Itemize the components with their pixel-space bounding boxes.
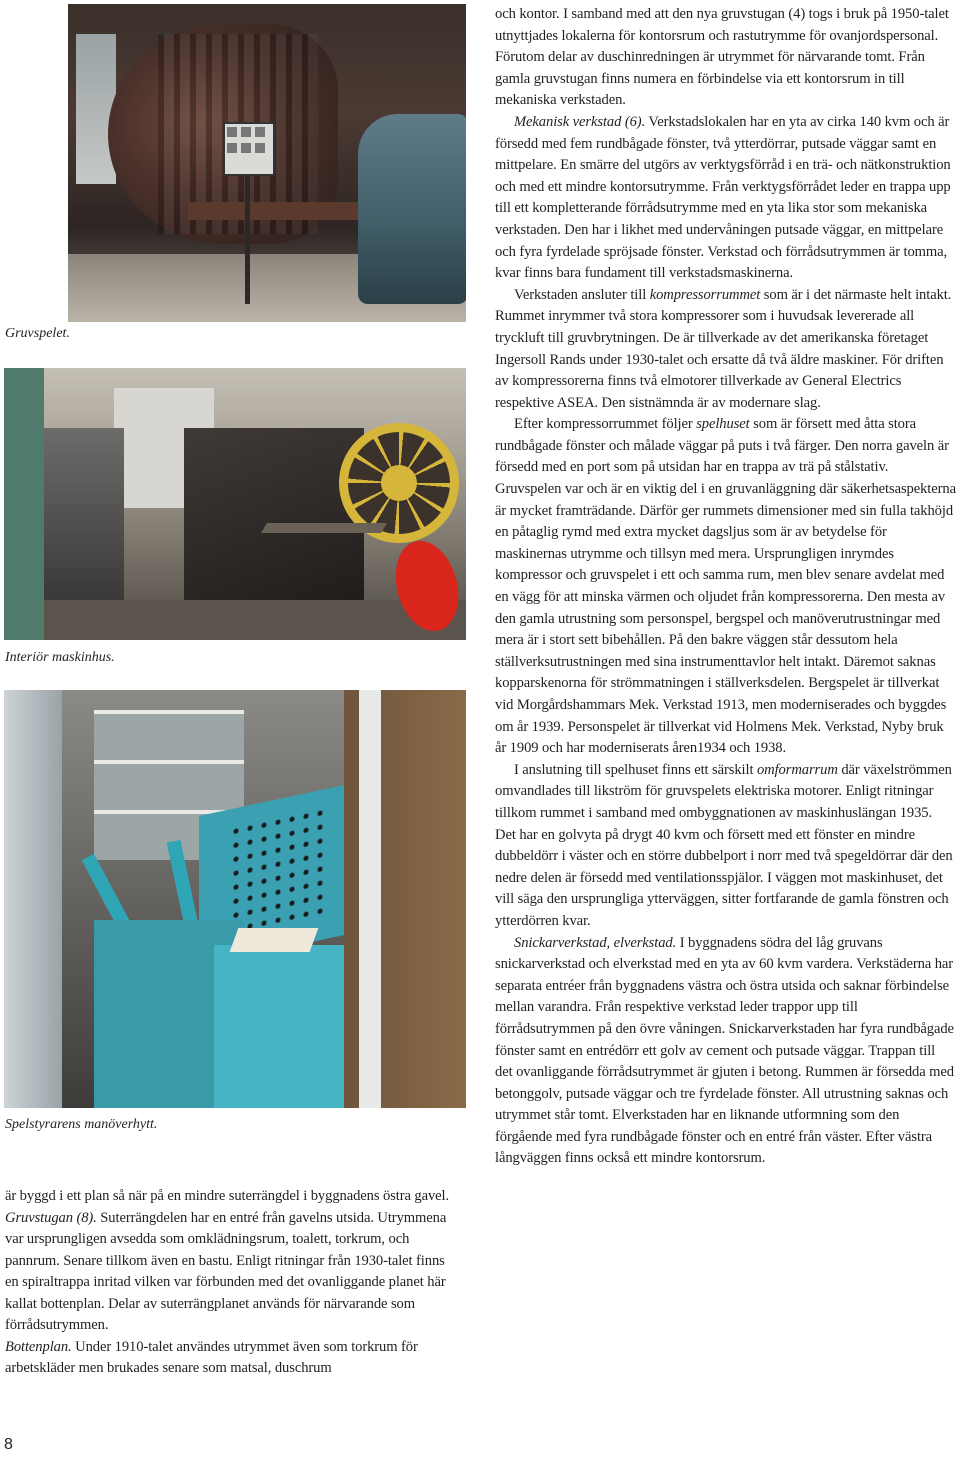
section-heading: Bottenplan. bbox=[5, 1338, 72, 1355]
paragraph: Bottenplan. Under 1910-talet användes utrymmet även som torkrum för arbetskläder men brukades senare som matsal, duschrum bbox=[5, 1338, 418, 1376]
section-heading: Snickarverkstad, elverkstad. bbox=[514, 934, 677, 951]
photo-interior-maskinhus bbox=[4, 368, 466, 640]
paragraph: är byggd i ett plan så när på en mindre suterrängdel i byggnadens östra gavel. bbox=[5, 1188, 450, 1204]
photo-gruvspelet bbox=[68, 4, 466, 322]
paragraph: och kontor. I samband med att den nya gruvstugan (4) togs i bruk på 1950-talet utnyttjades lokalerna för kontorsrum och rastutrymme för ovanjordspersonal. Förutom delar av duschinredningen är utrymmet för närvarande tomt. Från gamla gruvstugan finns numera en förbindelse via ett kontorsrum in till mekaniska verkstaden. bbox=[495, 6, 949, 109]
paragraph: Verkstaden ansluter till kompressorrummet som är i det närmaste helt intakt. Rummet inrymmer två stora kompressorer som i huvudsak levererade all tryckluft till gruvbrytningen. De är tillverkade av det amerikanska företaget Ingersoll Rands under 1930-talet och ersatte då två äldre maskiner. För driften av kompressorerna finns två elmotorer tillverkade av General Electrics respektive ASEA. Den sistnämnda är av modernare slag. bbox=[495, 286, 952, 411]
photo-spelstyrarens-manoverhytt bbox=[4, 690, 466, 1108]
section-heading: Mekanisk verkstad (6). bbox=[514, 113, 646, 130]
left-column-text bbox=[5, 1186, 460, 1380]
section-heading: Gruvstugan (8). bbox=[5, 1209, 97, 1226]
photo-caption-interior: Interiör maskinhus. bbox=[5, 650, 115, 665]
paragraph: Gruvstugan (8). Suterrängdelen har en entré från gavelns utsida. Utrymmena var ursprungligen avsedda som omklädningsrum, toalett, torkrum, och pannrum. Senare tillkom även en bastu. Enligt ritningar från 1930-talet finns en spiraltrappa inritad vilken var förbunden med det ovanliggande planet här kallat bottenplan. Delar av suterrängplanet används för närvarande som förrådsutrymmen. bbox=[5, 1209, 447, 1333]
page-number: 8 bbox=[4, 1436, 13, 1453]
paragraph: Efter kompressorrummet följer spelhuset som är försett med åtta stora rundbågade fönster och målade väggar på puts i två färger. Den norra gaveln är försedd med en port som på utsidan har en trappa av trä på stålstativ. Gruvspelen var och är en viktig del i en gruvanläggning där säkerhetsaspekterna är mycket framträdande. Därför ger rummets dimensioner med sin fulla takhöjd en påtaglig rymd med extra mycket dagsljus som är av betydelse för maskinernas utrymme och tillsyn med mera. Ursprungligen inrymdes kompressor och gruvspelet i ett och samma rum, men blev senare avdelat med en vägg för att minska värmen och oljudet från kompressorerna. Den mesta av den gamla utrustning som personspel, bergspel och manöverutrustningar med mera är i stort sett bibehållen. På den bakre väggen står dessutom hela ställverksutrustningen med sina instrumenttavlor helt intakt. Däremot saknas kopparskenorna för strömmatningen i ställverksdelen. Bergspelet är tillverkat vid Morgårdshammars Mek. Verkstad 1913, men moderniserades och byggdes om år 1939. Personspelet är tillverkat vid Holmens Mek. Verkstad, Nyby bruk år 1909 och har moderniserats åren1934 och 1938. bbox=[495, 416, 956, 757]
photo-caption-gruvspelet: Gruvspelet. bbox=[5, 326, 70, 341]
right-column-text bbox=[495, 4, 956, 1170]
paragraph: I anslutning till spelhuset finns ett särskilt omformarrum där växelströmmen omvandlades till likström för gruvspelets elektriska motorer. Enligt ritningar tillkom rummet i samband med ombyggnationen av maskinhuslängan 1935. Det har en golvyta på drygt 40 kvm och försett med ett fönster en mindre dubbeldörr i väster och en större dubbelport i norr med två spegeldörrar där den nedre delen är försedd med ventilationsspjälor. I väggen mot maskinhuset, det vill säga den ursprungliga ytterväggen, sitter fortfarande de gamla fönstren och ytterdörren kvar. bbox=[495, 761, 953, 929]
photo-caption-manoverhytt: Spelstyrarens manöverhytt. bbox=[5, 1117, 158, 1132]
paragraph: Snickarverkstad, elverkstad. I byggnadens södra del låg gruvans snickarverkstad och elverkstad med en yta av 60 kvm vardera. Verkstäderna har separata entréer från byggnadens västra och östra utsida och saknar förbindelse mellan varandra. Från respektive verkstad leder trappor upp till förrådsutrymmen på den övre våningen. Snickarverkstaden har fyra rundbågade fönster samt en entrédörr ett golv av cement och putsade väggar. Trappan till det ovanliggande förrådsutrymmet är gjuten i betong. Rummen är försedda med betonggolv, putsade väggar och tre fyrdelade fönster. All utrustning saknas och utrymmet står tomt. Elverkstaden har en liknande utformning som den förgående med fyra rundbågade fönster och en entré från väster. Efter västra långväggen finns också ett mindre kontorsrum. bbox=[495, 934, 954, 1167]
paragraph: Mekanisk verkstad (6). Verkstadslokalen har en yta av cirka 140 kvm och är försedd med fem rundbågade fönster, två ytterdörrar, putsade väggar samt en mittpelare. En smärre del utgörs av verktygsförråd i en trä- och nätkonstruktion och med ett mindre kontorsutrymme. Från verktygsförrådet leder en trappa upp till ett kompletterande förrådsutrymme med en yta lika stor som mekaniska verkstaden. Den har i likhet med undervåningen putsade väggar, en mittpelare och fyra fyrdelade spröjsade fönster. Verkstad och förrådsutrymmen är tomma, kvar finns bara fundament till verkstadsmaskinerna. bbox=[495, 113, 951, 282]
